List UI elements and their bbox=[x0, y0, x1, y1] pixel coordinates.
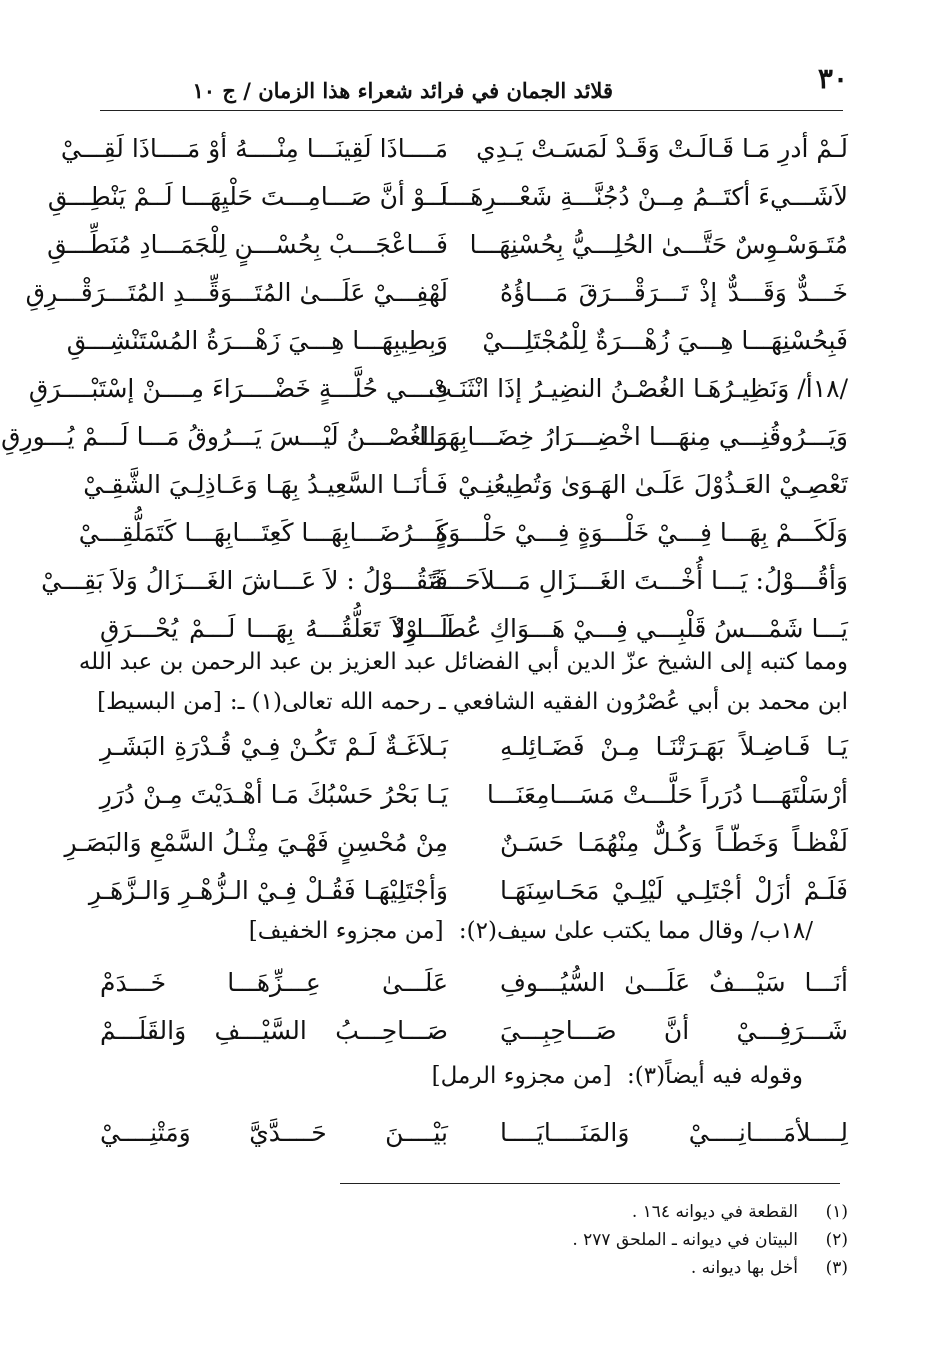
verse bbox=[47, 172, 848, 220]
poem-2 bbox=[64, 722, 848, 914]
verse bbox=[100, 722, 848, 770]
hemistich-left: بَيْــــنَ حَــــدَّيَّ وَمَتْنِــــيْ bbox=[100, 1117, 448, 1147]
hemistich-left: وَأجْتَلِيْهَـا فَقُـلْ فِـيْ الـزُّهْـرِ وَالـزَّهَـرِ bbox=[88, 875, 448, 905]
hemistich-left: لَــوْ أنَّ صَـــامِـــتَ حَلْيِهَـــا لَــمْ يَنْطِـــقِ bbox=[47, 181, 448, 211]
hemistich-right: لاَشَـــيءَ أكتَــمُ مِــنْ دُجُنَّـــةِ شَعْـــرِهَـــا bbox=[440, 181, 848, 211]
footnote-text: أخل بها ديوانه . bbox=[690, 1258, 798, 1278]
verse bbox=[1, 412, 848, 460]
hemistich-right: خَـــدٌّ وَقَـــدٌّ إذْ تَـــرَقْـــرَقَ مَـــاؤُهُ bbox=[500, 277, 848, 307]
sword-intro-text: /١٨ب/ وقال مما يكتب علىٰ سيف(٢): bbox=[458, 918, 813, 944]
footnote bbox=[572, 1198, 848, 1226]
footnote-rule bbox=[340, 1183, 840, 1184]
verse bbox=[78, 508, 848, 556]
hemistich-right: وَيَـــرُوقُنِـــي مِنهَـــا اخْضِـــرَارُ خِضَـــابِهَـــا bbox=[419, 421, 848, 451]
hemistich-right: فَبِحُسْنِهَـــا هِـــيَ زُهْـــرَةٌ لِلْمُجْتَلِـــيْ bbox=[482, 325, 848, 355]
hemistich-left: مَــــاذَا لَقِينَـــا مِنْــــهُ أوْ مَــــاذَا لَقِـــيْ bbox=[60, 133, 448, 163]
verse bbox=[41, 556, 848, 604]
verse bbox=[100, 958, 848, 1006]
page-number: ٣٠ bbox=[817, 62, 848, 95]
verse bbox=[64, 818, 848, 866]
hemistich-right: لَـمْ أدرِ مَـا قَـالَـتْ وَقَـدْ لَمَسَـتْ يَـدِي bbox=[476, 133, 848, 163]
hemistich-right: أرْسَلْتَهَـــا دُرَراً حَلَّـــتْ مَسَـــامِعَنَـــا bbox=[486, 779, 848, 809]
hemistich-right: لَفْظـاً وَخَطّـاً وَكُـلٌّ مِنْهُمَـا حَسَـنٌ bbox=[500, 827, 848, 857]
prose-intro bbox=[78, 642, 848, 722]
hemistich-left: فَتَقُـــوْلُ : لاَ عَـــاشَ الغَـــزَالُ وَلاَ بَقِـــيْ bbox=[41, 565, 448, 595]
sword-intro-2 bbox=[432, 1063, 803, 1089]
hemistich-right: لِــــلأمَــــانِــــيْ وَالمَنَــــايَــــا bbox=[500, 1117, 848, 1147]
hemistich-right: تَعْصِـيْ العَـذُوْلَ عَلَـىٰ الهَـوَىٰ وَتُطِيعُنِـيْ bbox=[457, 469, 848, 499]
verse bbox=[60, 124, 848, 172]
hemistich-right: وَلَكَـــمْ بِهَـــا فِـــيْ خَلْـــوَةٍ فِـــيْ حَلْـــوَةٍ bbox=[435, 517, 848, 547]
meter-label: [من البسيط] bbox=[97, 689, 222, 715]
verse bbox=[100, 770, 848, 818]
prose-line-2 bbox=[97, 682, 848, 722]
footnote-text: البيتان في ديوانه ـ الملحق ٢٧٧ . bbox=[572, 1230, 798, 1250]
footnote bbox=[572, 1226, 848, 1254]
poem-1 bbox=[1, 124, 848, 652]
hemistich-left: فِــــي حُلَّـــةٍ خَضْــــرَاءَ مِــــنْ إسْتَبْــــرَقِ bbox=[28, 373, 448, 403]
verse bbox=[100, 1108, 848, 1156]
sword-intro bbox=[249, 918, 813, 944]
hemistich-left: لَهْفِـــيْ عَلَـــىٰ المُتَـــوَقِّـــدِ المُتَـــرَقْـــرِقِ bbox=[25, 277, 448, 307]
hemistich-left: وَبِطِيبِهَـــا هِـــيَ زَهْـــرَةُ المُسْتَنْشِـــقِ bbox=[66, 325, 448, 355]
hemistich-right: /١٨أ/ وَنَظِيـرُهَـا الغُصْـنُ النضِيـرُ إذَا انْثَنَـتْ bbox=[428, 373, 848, 403]
hemistich-left: كَـــرُضَـــابِهَـــا كَعِتَـــابِهَـــا كَتَمَلُّقِـــيْ bbox=[78, 517, 448, 547]
running-head: قلائد الجمان في فرائد شعراء هذا الزمان / ج ١٠ bbox=[192, 78, 613, 103]
hemistich-left: مِنْ مُحْسِنٍ فَهْـيَ مِثْـلُ السَّمْعِ وَالبَصَـرِ bbox=[64, 827, 448, 857]
footnote-number: (٢) bbox=[825, 1230, 848, 1250]
prose-line-2-text: ابن محمد بن أبي عُصْرُون الفقيه الشافعي ـ رحمه الله تعالى(١) ـ: bbox=[229, 689, 848, 715]
hemistich-right: شَـــرَفِـــيْ أنَّ صَـــاحِبِـــيَ bbox=[500, 1015, 848, 1045]
footnote-number: (٣) bbox=[825, 1258, 848, 1278]
hemistich-left: لَـــوْلاَ تَعَلُّقُـــهُ بِهَـــا لَـــمْ يُحْـــرَقِ bbox=[100, 613, 448, 643]
verse bbox=[83, 460, 848, 508]
hemistich-left: فَـــاعْجَـــبْ بِحُسْـــنٍ لِلْجَمَـــادِ مُنَطِّـــقِ bbox=[47, 229, 448, 259]
footnote bbox=[572, 1254, 848, 1282]
prose-line-1: ومما كتبه إلى الشيخ عزّ الدين أبي الفضائل عبد العزيز بن عبد الرحمن بن عبد الله bbox=[78, 649, 848, 675]
hemistich-left: فَـأنَــا السَّعِيـدُ بِهَـا وَعَـاذِلِـيَ الشَّقِـيْ bbox=[83, 469, 448, 499]
hemistich-left: يَـا بَحْرُ حَسْبُكَ مَـا أهْـدَيْتَ مِـنْ دُرَرِ bbox=[99, 779, 448, 809]
hemistich-left: بَـلاَغَـةٌ لَـمْ تَكُـنْ فِـيْ قُـدْرَةِ البَشَـرِ bbox=[100, 731, 448, 761]
footnote-text: القطعة في ديوانه ١٦٤ . bbox=[631, 1202, 798, 1222]
hemistich-left: صَـــاحِـــبُ السَّيْـــفِ وَالقَلَـــمْ bbox=[100, 1015, 448, 1045]
hemistich-right: وَأقُـــوْلُ: يَـــا أُخْـــتَ الغَـــزَالِ مَـــلاَحَـــةً bbox=[429, 565, 848, 595]
header-rule bbox=[100, 110, 843, 111]
meter-label: [من مجزوء الرمل] bbox=[431, 1063, 612, 1089]
meter-label: [من مجزوء الخفيف] bbox=[248, 918, 444, 944]
footnote-number: (١) bbox=[825, 1202, 848, 1222]
hemistich-right: يَـــا شَمْـــسُ قَلْبِـــي فِـــيْ هَـــوَاكِ عُطَـــارِدٌ bbox=[393, 613, 848, 643]
sword-intro-2-text: وقوله فيه أيضاً(٣): bbox=[626, 1063, 803, 1089]
footnotes bbox=[572, 1198, 848, 1282]
poem-4 bbox=[100, 1108, 848, 1156]
hemistich-right: فَلَـمْ أزَلْ أجْتَلِـي لَيْلِـيْ مَحَـاسِنَهَـا bbox=[500, 875, 848, 905]
hemistich-right: يَـا فَـاضِـلاً بَهَـرَتْنَـا مِـنْ فَضَـائِلـهِ bbox=[500, 731, 848, 761]
hemistich-right: مُتَـوَسْـوِسٌ حَتَّـــىٰ الحُلِـــيُّ بِحُسْنِهَـــا bbox=[469, 229, 848, 259]
verse bbox=[100, 1006, 848, 1054]
verse bbox=[47, 220, 848, 268]
verse bbox=[88, 866, 848, 914]
verse bbox=[25, 268, 848, 316]
verse bbox=[66, 316, 848, 364]
hemistich-right: أنَـــا سَيْـــفٌ عَلَـــىٰ السُّيُـــوفِ bbox=[500, 967, 848, 997]
verse bbox=[28, 364, 848, 412]
hemistich-left: وَالغُصْـــنُ لَيْـــسَ يَـــرُوقُ مَـــا لَـــمْ يُـــورِقِ bbox=[1, 421, 448, 451]
poem-3 bbox=[100, 958, 848, 1054]
hemistich-left: عَلَـــىٰ عِـــزِّهَـــا خَـــدَمْ bbox=[100, 967, 448, 997]
